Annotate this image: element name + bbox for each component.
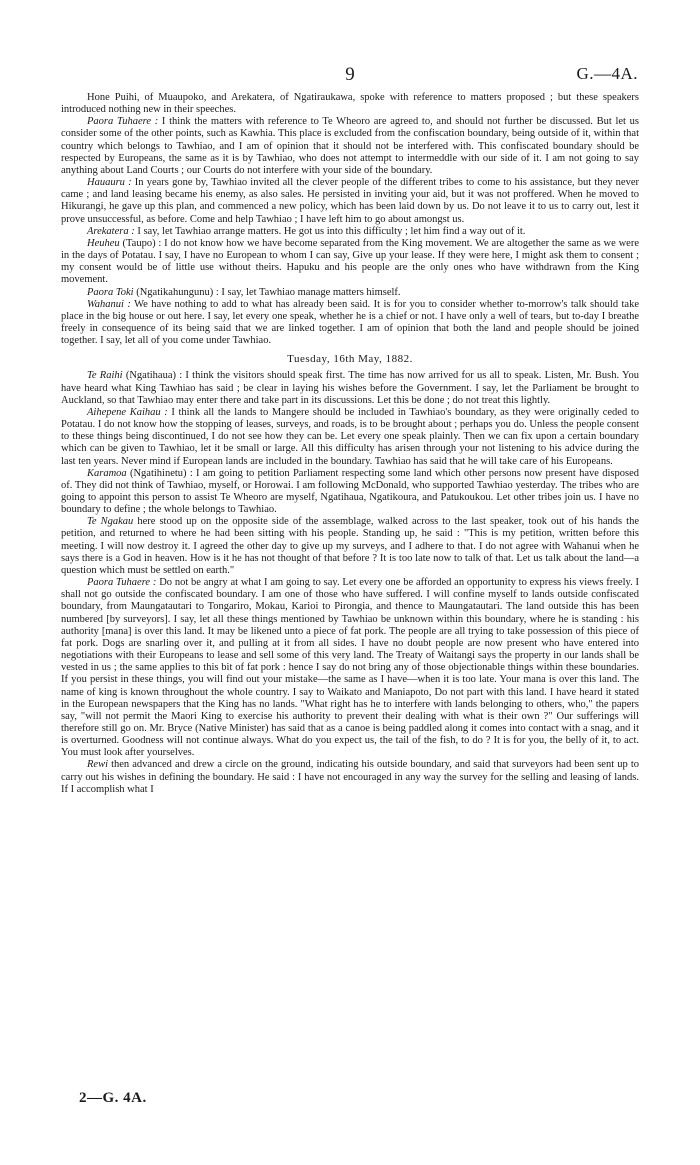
paragraph: Te Raihi (Ngatihaua) : I think the visitors should speak first. The time has now arrived for us all to speak. Listen, Mr. Bush. You have heard what King Tawhiao has said ; be clear in laying his wishes before the Government. I say, let the Parliament be brought to Auckland, so that Tawhiao may enter there and take part in its discussions. Let this be done ; do not treat this lightly. [61,370,639,406]
footer-signature: 2—G. 4A. [79,1090,147,1106]
body-text [61,92,639,796]
series-code: G.—4A. [576,64,638,83]
speaker-name: Paora Toki [87,286,134,298]
speaker-name: Karamoa [87,467,127,479]
paragraph: Hone Puihi, of Muaupoko, and Arekatera, of Ngatiraukawa, spoke with reference to matters proposed ; but these speakers introduced nothing new in their speeches. [61,92,639,116]
speaker-name: Paora Tuhaere : [87,577,157,589]
speaker-name: Wahanui : [87,298,131,310]
paragraph: Heuheu (Taupo) : I do not know how we have become separated from the King movement. We are altogether the same as we were in the days of Potatau. I say, I have no European to whom I can say, Give up your lease. If they were here, I might ask them to consent ; my consent would be of little use without theirs. Hapuku and his people are the only ones who have withdrawn from the King movement. [61,237,639,286]
speaker-name: Heuheu [87,237,120,249]
paragraph: Wahanui : We have nothing to add to what has already been said. It is for you to consider whether to-morrow's talk should take place in the big house or out here. I say, let every one speak, whether he is a chief or not. I have only a well of tears, but to-day I breathe freely in consequence of its being said that we are linked together. I am of opinion that both the land and people should be joined together. I say, let all of you come under Tawhiao. [61,298,639,347]
paragraph: Te Ngakau here stood up on the opposite side of the assemblage, walked across to the last speaker, took out of his hands the petition, and returned to where he had been sitting with his people. Standing up, he said : "This is my petition, written before this meeting. I will now destroy it. I agreed the other day to give up my surveys, and I adhere to that. I do not agree with Wahanui when he says there is a God in heaven. How is it he has not thought of that before ? It is too late now to talk of that. Let us talk about the land—a question which must be settled on earth." [61,516,640,576]
speaker-name: Aihepene Kaihau : [87,406,168,418]
paragraph: Paora Tuhaere : I think the matters with reference to Te Wheoro are agreed to, and should not further be discussed. But let us consider some of the other points, such as Kawhia. This place is excluded from the confiscation boundary, being outside of it, within that country which belongs to Tawhiao, and I am of opinion that it should not be interfered with. This confiscated boundary should be respected by Europeans, the same as it is by Tawhiao, who does not attempt to intermeddle with our side of it. I am not going to say anything about Land Courts ; our Courts do not interfere with your side of the boundary. [61,116,639,176]
speaker-name: Hauauru : [87,177,132,189]
paragraph: Aihepene Kaihau : I think all the lands to Mangere should be included in Tawhiao's boundary, as they were originally ceded to Potatau. I do not know how the stopping of leases, surveys, and roads, is to be brought about ; perhaps you do. Unless the people consent to these things being discontinued, I do not see how they can be. Let every one speak plainly. Then we can fix upon a certain boundary which can be given to Tawhiao, let it be small or large. All this difficulty has arisen through your not listening to his advice during the last ten years. Never mind if European lands are included in the boundary. Tawhiao has said that he will take care of his Europeans. [61,406,639,467]
page-number: 9 [345,64,355,85]
date-heading: Tuesday, 16th May, 1882. [287,353,413,366]
paragraph: Paora Tuhaere : Do not be angry at what I am going to say. Let every one be afforded an opportunity to express his views freely. I shall not go outside the confiscated boundary. I am one of those who have suffered. I will confine myself to lands outside confiscated boundary, from Maungatautari to Tongariro, Mokau, Karioi to Pirongia, and thence to Maungatautari. The land outside this has been numbered [by surveyors]. I say, let all these things mentioned by Tawhiao be unknown within this boundary, where he is standing : his authority [mana] is over this land. It may be likened unto a piece of fat pork. The people are all trying to take possession of this piece of fat pork. Dogs are snarling over it, and pulling at it from all sides. I have no doubt people are now present who have entered into negotiations with their Europeans to lease and sell some of this very land. The Treaty of Waitangi says the property in our lands shall be vested in us ; the same applies to this bit of fat pork : hence I say do not bring any of those objectionable things within these boundaries. If you persist in these things, you will find out your mistake—the same as I have—when it is too late. Your mana is over this land. The name of king is known throughout the whole country. I say to Waikato and Maniapoto, Do not part with this land. I have heard it stated in the European newspapers that the King has no lands. "What right has he to interfere with lands belonging to others, who," the papers say, "will not permit the Maori King to exercise his authority to prevent their dealing with what is their own ?" Our sufferings will therefore still go on. Mr. Bryce (Native Minister) has said that as a canoe is being paddled along it comes into contact with a snag, and it is overturned. Goodness will not continue always. What do you expect us, the tail of the fish, to do ? It is for you, the belly of it, to act. You must look after yourselves. [61,577,639,759]
speaker-name: Paora Tuhaere : [87,116,159,128]
paragraph: Paora Toki (Ngatikahungunu) : I say, let Tawhiao manage matters himself. [87,286,401,298]
speaker-name: Arekatera : [87,225,135,237]
paragraph: Hauauru : In years gone by, Tawhiao invited all the clever people of the different tribes to come to his assistance, but they never came ; and land leasing became his enemy, as also sales. He persisted in inviting your aid, but it was not proffered. When he moved to Hikurangi, he gave up this plan, and commenced a new policy, which has been laid down by us. Do not leave it to us to carry out, lest it prove unsuccessful, as before. Come and help Tawhiao ; I have left him to go about amongst us. [61,177,639,225]
speaker-name: Te Ngakau [87,516,134,528]
paragraph: Karamoa (Ngatihinetu) : I am going to petition Parliament respecting some land which other persons now present have disposed of. They did not think of Tawhiao, myself, or Horowai. I am following McDonald, who supported Tawhiao yesterday. The tribes who are going to appoint this person to assist Te Wheoro are myself, Ngatihaua, Ngatikoura, and Patukoukou. Let other tribes join us. I have no boundary to define ; the whole belongs to Tawhiao. [61,467,639,516]
paragraph: Rewi then advanced and drew a circle on the ground, indicating his outside boundary, and said that surveyors had been sent up to carry out his wishes in defining the boundary. He said : I have not encouraged in any way the survey for the selling and leasing of lands. If I accomplish what I [61,759,639,795]
speaker-name: Te Raihi [87,370,123,382]
paragraph: Arekatera : I say, let Tawhiao arrange matters. He got us into this difficulty ; let him find a way out of it. [87,225,526,237]
speaker-name: Rewi [87,759,108,771]
